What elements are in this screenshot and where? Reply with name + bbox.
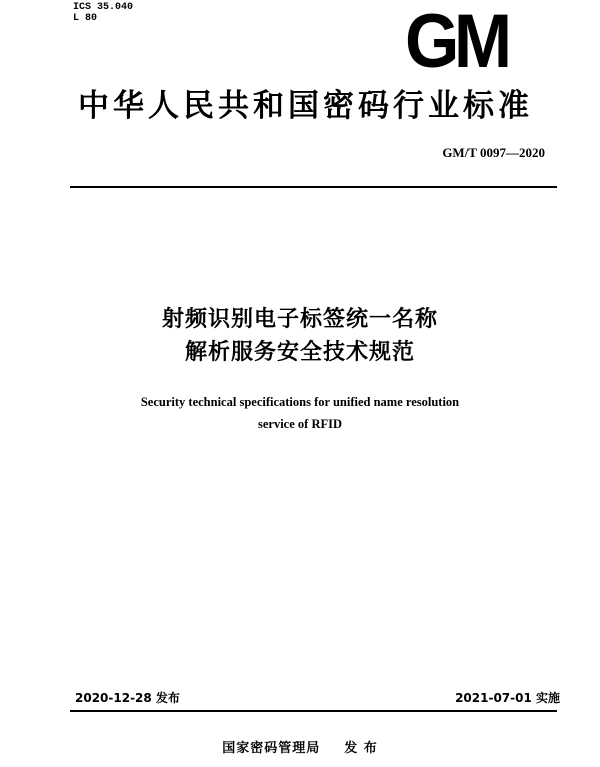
publish-word: 发 布 <box>344 741 378 756</box>
title-en-line2: service of RFID <box>258 417 342 431</box>
standard-number: GM/T 0097—2020 <box>442 145 545 160</box>
classification-codes <box>73 2 133 24</box>
bottom-divider <box>70 710 557 712</box>
implementation-date: 2021-07-01 实施 <box>455 691 560 705</box>
document-title-en <box>0 391 600 435</box>
ics-code: ICS 35.040 <box>73 2 134 13</box>
issue-date: 2020-12-28 发布 <box>75 691 180 705</box>
publisher-line <box>0 737 600 756</box>
document-title-zh <box>0 303 600 369</box>
gm-logo: GM <box>405 0 507 84</box>
standard-category: 中华人民共和国密码行业标准 <box>78 88 533 124</box>
top-divider <box>70 186 557 188</box>
publisher-name: 国家密码管理局 <box>222 741 321 756</box>
title-zh-line1: 射频识别电子标签统一名称 <box>161 307 438 332</box>
title-en-line1: Security technical specifications for unified name resolution <box>140 395 460 409</box>
title-zh-line2: 解析服务安全技术规范 <box>184 340 415 365</box>
ccs-code: L 80 <box>73 13 98 24</box>
